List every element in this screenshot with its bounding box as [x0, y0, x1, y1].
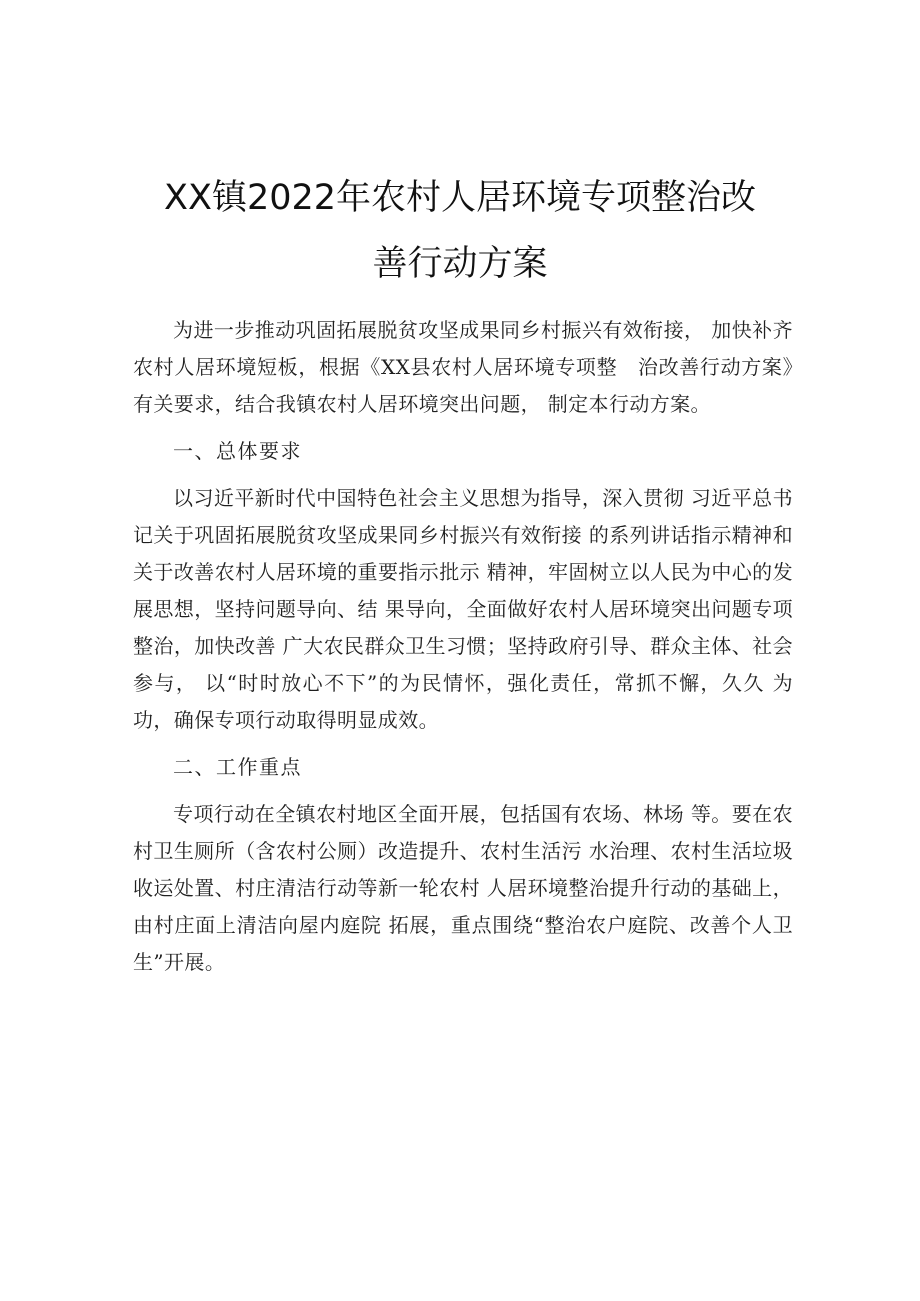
section-heading-general-requirements: 一、总体要求 [173, 439, 302, 463]
work-focus-paragraph: 专项行动在全镇农村地区全面开展，包括国有农场、林场 等。要在农村卫生厕所（含农村公厕）改造提升、农村生活污 水治理、农村生活垃圾收运处置、村庄清洁行动等新一轮农村 人居环境整治提升行动的基础上，由村庄面上清洁向屋内庭院 拓展，重点围绕“整治农户庭院、改善个人卫生”开展。 [133, 802, 793, 974]
section-heading-work-focus: 二、工作重点 [173, 755, 302, 779]
intro-paragraph: 为进一步推动巩固拓展脱贫攻坚成果同乡村振兴有效衔接， 加快补齐农村人居环境短板，根据《XX县农村人居环境专项整 治改善行动方案》有关要求，结合我镇农村人居环境突出问题， 制定本行动方案。 [133, 318, 793, 416]
document-title-line-1: XX镇2022年农村人居环境专项整治改 [163, 178, 757, 218]
document-body [133, 312, 793, 981]
general-requirements-paragraph: 以习近平新时代中国特色社会主义思想为指导，深入贯彻 习近平总书记关于巩固拓展脱贫攻坚成果同乡村振兴有效衔接 的系列讲话指示精神和关于改善农村人居环境的重要指示批示 精神，牢固树立以人民为中心的发展思想，坚持问题导向、结 果导向，全面做好农村人居环境突出问题专项整治，加快改善 广大农民群众卫生习惯；坚持政府引导、群众主体、社会参与， 以“时时放心不下”的为民情怀，强化责任，常抓不懈，久久 为功，确保专项行动取得明显成效。 [133, 486, 793, 732]
document-title-line-2: 善行动方案 [372, 244, 548, 284]
